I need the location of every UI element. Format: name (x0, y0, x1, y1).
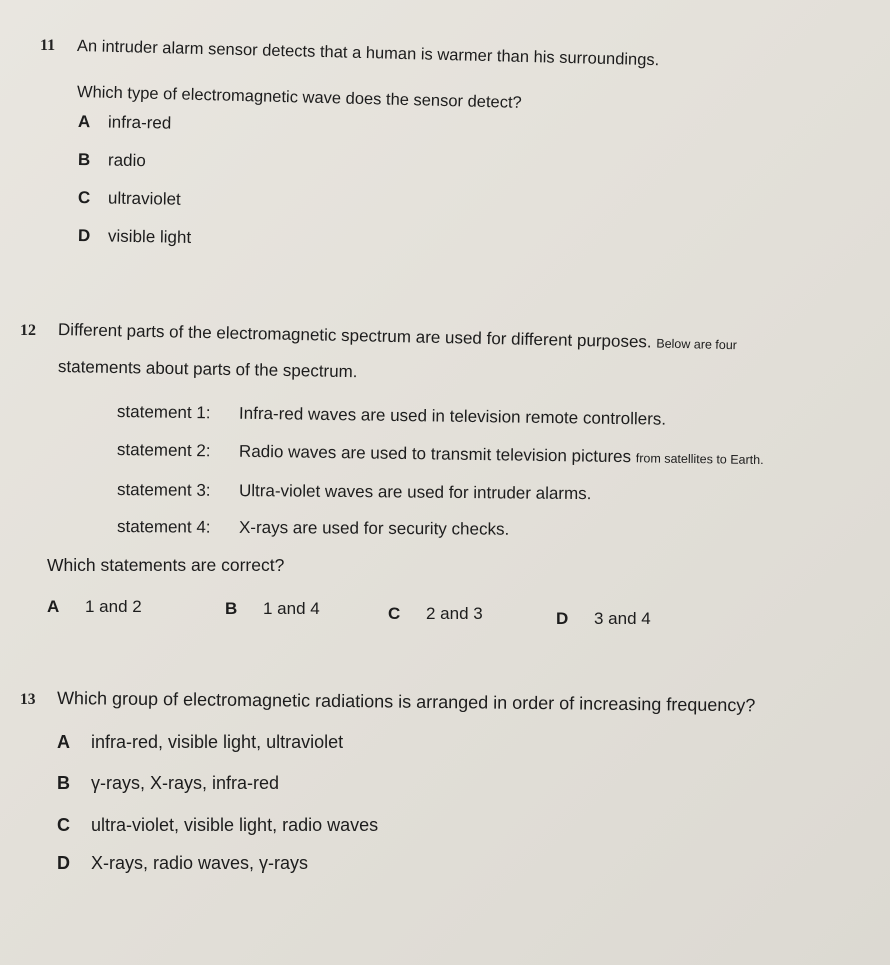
option-d[interactable] (556, 609, 651, 629)
option-text: 3 and 4 (594, 609, 651, 628)
option-text: infra-red, visible light, ultraviolet (91, 732, 344, 752)
option-letter: A (77, 112, 91, 132)
option-letter: D (57, 853, 70, 873)
question-number: 11 (40, 37, 56, 54)
statement-1 (117, 402, 666, 430)
option-d[interactable] (78, 226, 191, 248)
option-b[interactable] (225, 599, 320, 619)
option-letter: C (77, 188, 91, 208)
option-c[interactable] (57, 815, 378, 836)
statement-label: statement 3: (116, 480, 211, 500)
question-text: Which group of electromagnetic radiations is arranged in order of increasing frequency? (56, 688, 756, 716)
option-letter: C (388, 604, 401, 623)
option-text: X-rays, radio waves, γ-rays (91, 853, 309, 873)
question-number: 13 (20, 691, 36, 708)
statement-label: statement 4: (116, 517, 211, 537)
question-text-main: Different parts of the electromagnetic spectrum are used for different purposes. (57, 320, 652, 352)
option-text: γ-rays, X-rays, infra-red (91, 773, 280, 793)
option-a[interactable] (78, 112, 172, 134)
statement-4 (117, 517, 509, 540)
statement-text: Ultra-violet waves are used for intruder alarms. (238, 481, 592, 504)
statement-text: X-rays are used for security checks. (238, 517, 510, 539)
question-number: 12 (20, 322, 36, 339)
question-text: An intruder alarm sensor detects that a human is warmer than his surroundings. (76, 37, 660, 70)
option-d[interactable] (57, 853, 308, 874)
statement-2 (117, 440, 764, 469)
statement-3 (117, 480, 592, 504)
option-letter: B (77, 150, 91, 170)
option-a[interactable] (57, 732, 343, 753)
question-text (58, 320, 737, 354)
question-prompt: Which statements are correct? (47, 555, 285, 575)
option-b[interactable] (57, 773, 279, 794)
option-c[interactable] (78, 188, 181, 210)
option-text: 2 and 3 (426, 604, 483, 623)
option-a[interactable] (47, 597, 142, 617)
option-letter: B (225, 599, 238, 618)
question-text-small: Below are four (656, 336, 738, 353)
option-letter: A (57, 732, 70, 752)
option-letter: A (47, 597, 60, 616)
option-letter: B (57, 773, 70, 793)
statement-text: Infra-red waves are used in television remote controllers. (238, 403, 667, 429)
option-text: ultra-violet, visible light, radio waves (91, 815, 379, 835)
statement-label: statement 1: (116, 402, 211, 423)
option-letter: D (77, 226, 91, 246)
option-text: 1 and 2 (85, 597, 142, 616)
option-letter: D (556, 609, 569, 628)
option-b[interactable] (78, 150, 146, 171)
option-text: infra-red (107, 112, 172, 133)
option-text: radio (107, 150, 146, 171)
option-text: ultraviolet (107, 188, 181, 209)
question-text: Which type of electromagnetic wave does the sensor detect? (76, 83, 522, 112)
statement-label: statement 2: (116, 440, 211, 461)
question-text: statements about parts of the spectrum. (57, 357, 358, 382)
option-text: 1 and 4 (263, 599, 320, 618)
statement-text-small: from satellites to Earth. (635, 451, 764, 468)
statement-text: Radio waves are used to transmit television pictures (238, 441, 632, 467)
option-text: visible light (107, 226, 192, 247)
option-letter: C (57, 815, 70, 835)
option-c[interactable] (388, 604, 483, 624)
